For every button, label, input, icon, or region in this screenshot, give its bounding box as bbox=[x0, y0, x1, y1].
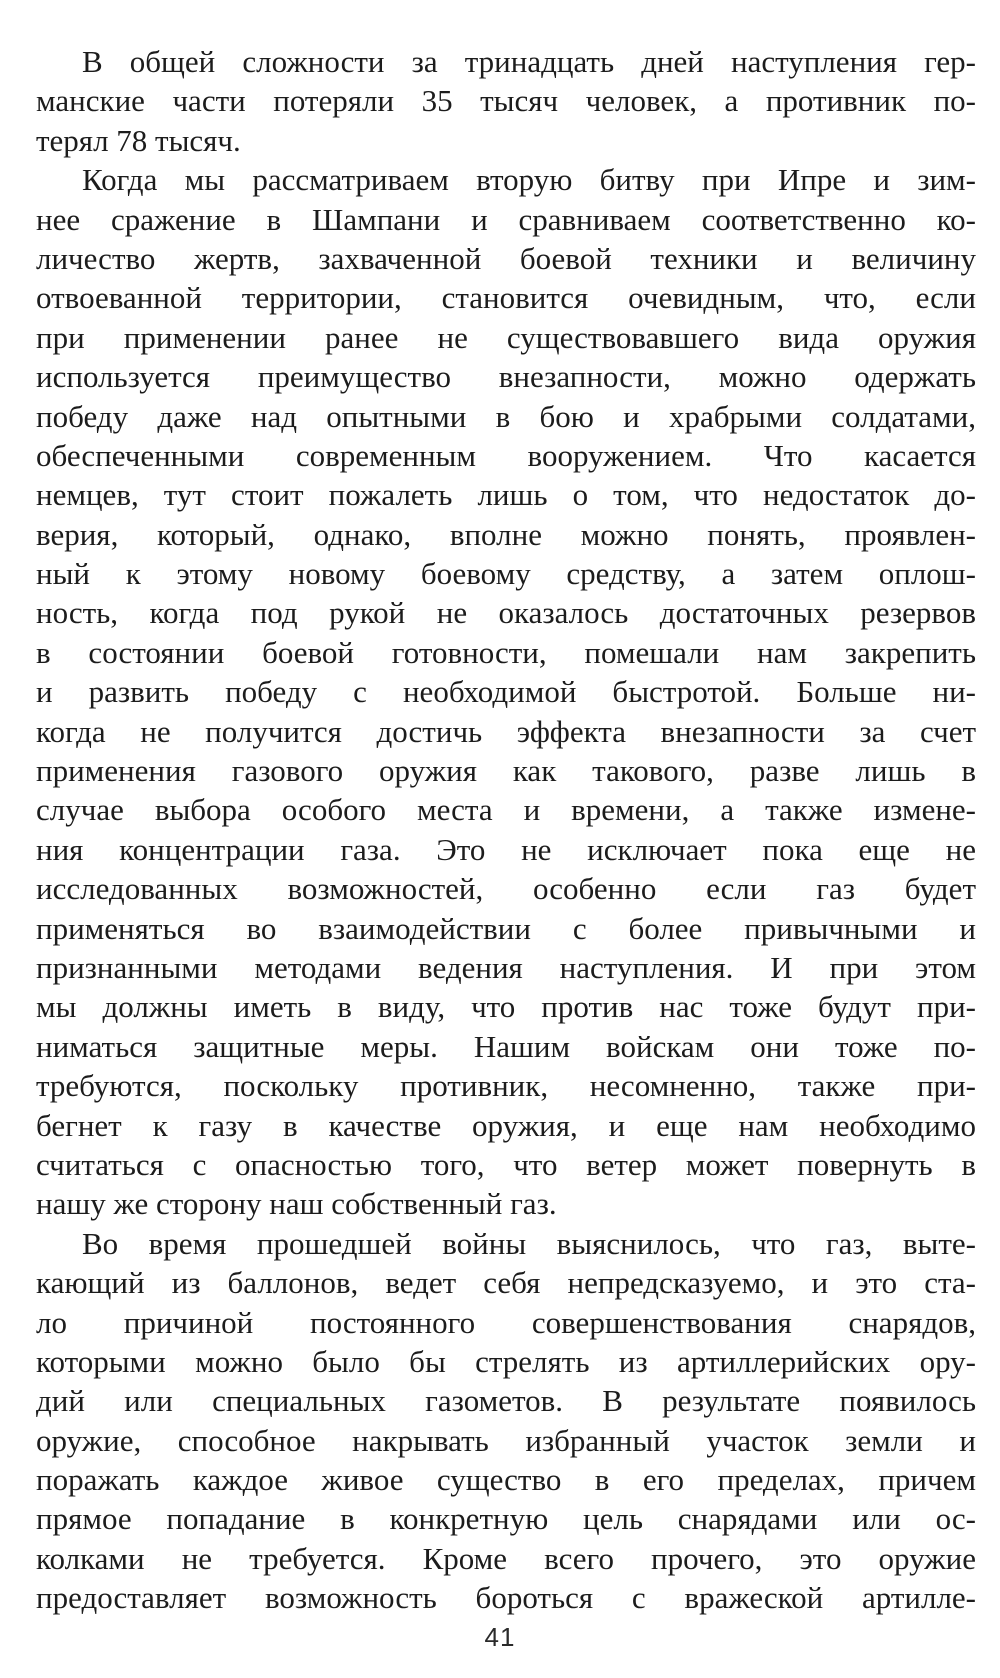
text-line: манские части потеряли 35 тысяч человек, а противник по- bbox=[36, 83, 976, 119]
text-line: применения газового оружия как такового, разве лишь в bbox=[36, 753, 976, 789]
text-line: ный к этому новому боевому средству, а затем оплош- bbox=[36, 556, 976, 592]
text-line: признанными методами ведения наступления. И при этом bbox=[36, 949, 976, 985]
text-line: ность, когда под рукой не оказалось достаточных резервов bbox=[36, 595, 976, 631]
text-line: в состоянии боевой готовности, помешали нам закрепить bbox=[36, 634, 976, 670]
text-line: колками не требуется. Кроме всего прочего, это оружие bbox=[36, 1540, 976, 1576]
body-text bbox=[36, 42, 976, 1618]
text-line: используется преимущество внезапности, можно одержать bbox=[36, 359, 976, 395]
text-line: обеспеченными современным вооружением. Что касается bbox=[36, 437, 976, 473]
text-line: которыми можно было бы стрелять из артиллерийских ору- bbox=[36, 1343, 976, 1379]
page-number: 41 bbox=[484, 1622, 516, 1652]
text-line: оружие, способное накрывать избранный участок земли и bbox=[36, 1422, 976, 1458]
text-line: ло причиной постоянного совершенствования снарядов, bbox=[36, 1304, 976, 1340]
text-line: требуются, поскольку противник, несомненно, также при- bbox=[36, 1068, 976, 1104]
text-line: случае выбора особого места и времени, а также измене- bbox=[36, 792, 976, 828]
text-line: исследованных возможностей, особенно если газ будет bbox=[36, 871, 976, 907]
text-line: бегнет к газу в качестве оружия, и еще нам необходимо bbox=[36, 1107, 976, 1143]
text-line: при применении ранее не существовавшего вида оружия bbox=[36, 319, 976, 355]
text-line: кающий из баллонов, ведет себя непредсказуемо, и это ста- bbox=[36, 1265, 976, 1301]
paragraph bbox=[36, 42, 976, 160]
text-line: и развить победу с необходимой быстротой. Больше ни- bbox=[36, 674, 976, 710]
text-line: победу даже над опытными в бою и храбрыми солдатами, bbox=[36, 398, 976, 434]
paragraph bbox=[36, 160, 976, 1224]
text-line: личество жертв, захваченной боевой техники и величину bbox=[36, 240, 976, 276]
text-line: предоставляет возможность бороться с вражеской артилле- bbox=[36, 1580, 976, 1616]
text-line: прямое попадание в конкретную цель снарядами или ос- bbox=[36, 1501, 976, 1537]
text-line: верия, который, однако, вполне можно понять, проявлен- bbox=[36, 516, 976, 552]
text-line: применяться во взаимодействии с более привычными и bbox=[36, 910, 976, 946]
text-line: терял 78 тысяч. bbox=[36, 122, 241, 158]
text-line: ния концентрации газа. Это не исключает пока еще не bbox=[36, 831, 976, 867]
text-line: Во время прошедшей войны выяснилось, что газ, выте- bbox=[82, 1225, 976, 1261]
text-line: ниматься защитные меры. Нашим войскам они тоже по- bbox=[36, 1028, 976, 1064]
text-line: когда не получится достичь эффекта внезапности за счет bbox=[36, 713, 976, 749]
text-line: мы должны иметь в виду, что против нас тоже будут при- bbox=[36, 989, 976, 1025]
paragraph bbox=[36, 1224, 976, 1618]
text-line: поражать каждое живое существо в его пределах, причем bbox=[36, 1462, 976, 1498]
text-line: отвоеванной территории, становится очевидным, что, если bbox=[36, 280, 976, 316]
text-line: считаться с опасностью того, что ветер может повернуть в bbox=[36, 1146, 976, 1182]
text-line: дий или специальных газометов. В результате появилось bbox=[36, 1383, 976, 1419]
text-line: Когда мы рассматриваем вторую битву при Ипре и зим- bbox=[82, 162, 976, 198]
text-line: нашу же сторону наш собственный газ. bbox=[36, 1186, 557, 1222]
text-line: нее сражение в Шампани и сравниваем соответственно ко- bbox=[36, 201, 976, 237]
text-line: В общей сложности за тринадцать дней наступления гер- bbox=[82, 44, 976, 79]
text-line: немцев, тут стоит пожалеть лишь о том, что недостаток до- bbox=[36, 477, 976, 513]
